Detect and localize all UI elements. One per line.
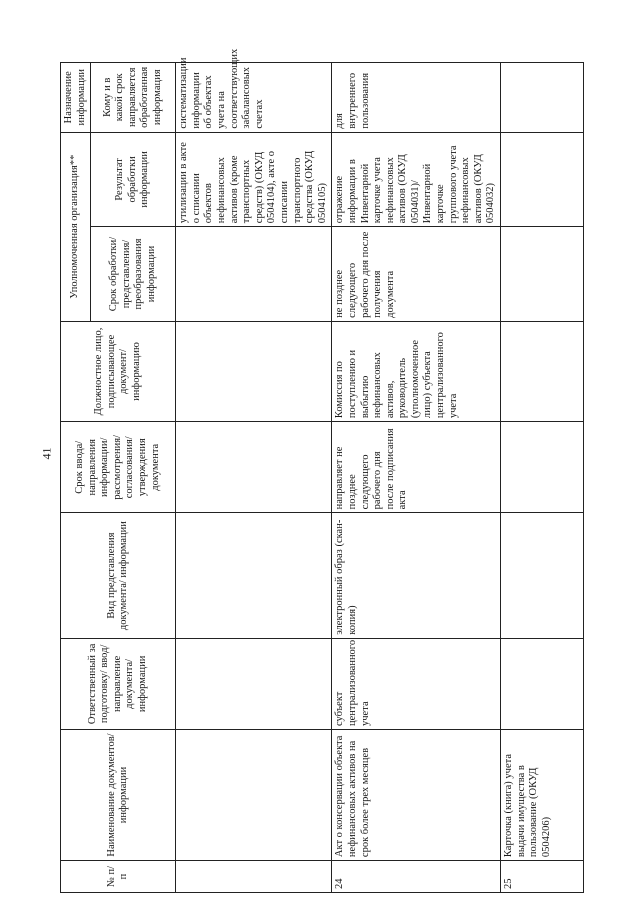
cell-name: Карточка (книга) учета выдачи имущества в пользование (ОКУД 0504206) <box>501 729 584 860</box>
cell-deadline: направляет не позднее следующего рабочего дня после подписания акта <box>332 422 501 513</box>
cell-official <box>501 321 584 421</box>
header-purpose-to: Кому и в какой срок направляется обработанная информация <box>91 63 176 133</box>
cell-name: Акт о консервации объекта нефинансовых активов на срок более трех месяцев <box>332 729 501 860</box>
cell-form <box>176 513 332 638</box>
table-row <box>176 63 332 893</box>
cell-org-result: утилизации в акте о списании объектов нефинансовых активов (кроме транспортных средств) (ОКУД 0504104), акте о списании транспортного средства (ОКУД 0504105) <box>176 132 332 227</box>
header-num: № п/п <box>61 861 176 893</box>
header-name: Наименование документов/информации <box>61 729 176 860</box>
cell-org-deadline: не позднее следующего рабочего дня после получения документа <box>332 227 501 322</box>
header-official: Должностное лицо, подписывающее документ/ информацию <box>61 321 176 421</box>
cell-num: 24 <box>332 861 501 893</box>
table-row <box>501 63 584 893</box>
cell-purpose <box>501 63 584 133</box>
header-deadline: Срок ввода/ направления информации/ рассмотрения/ согласования/ утверждения документа <box>61 422 176 513</box>
table-row <box>332 63 501 893</box>
cell-form: электронный образ (скан-копия) <box>332 513 501 638</box>
header-responsible: Ответственный за подготовку/ ввод/ направление документа/ информации <box>61 638 176 729</box>
cell-responsible <box>501 638 584 729</box>
header-org-result: Результат обработки информации <box>91 132 176 227</box>
document-table-sheet <box>60 48 611 893</box>
cell-responsible: субъект централизованного учета <box>332 638 501 729</box>
cell-purpose: систематизации информации об объектах учета на соответствующих забалансовых счетах <box>176 63 332 133</box>
cell-deadline <box>501 422 584 513</box>
cell-org-result: отражение информации в Инвентарной карточке учета нефинансовых активов (ОКУД 0504031)/Инвентарной карточке группового учета нефинансовых активов (ОКУД 0504032) <box>332 132 501 227</box>
cell-official: Комиссия по поступлению и выбытию нефинансовых активов, руководитель (уполномоченное лицо) субъекта централизованного учета <box>332 321 501 421</box>
header-form: Вид представления документа/ информации <box>61 513 176 638</box>
header-org: Уполномоченная организация** <box>61 132 91 321</box>
cell-org-deadline <box>501 227 584 322</box>
cell-responsible <box>176 638 332 729</box>
header-org-deadline: Срок обработки/ представления/ преобразования информации <box>91 227 176 322</box>
cell-org-deadline <box>176 227 332 322</box>
cell-name <box>176 729 332 860</box>
cell-num <box>176 861 332 893</box>
cell-official <box>176 321 332 421</box>
header-purpose: Назначение информации <box>61 63 91 133</box>
page-number: 41 <box>39 447 54 460</box>
cell-deadline <box>176 422 332 513</box>
cell-form <box>501 513 584 638</box>
cell-num: 25 <box>501 861 584 893</box>
document-flow-table <box>60 48 584 893</box>
cell-org-result <box>501 132 584 227</box>
cell-purpose: для внутреннего пользования <box>332 63 501 133</box>
